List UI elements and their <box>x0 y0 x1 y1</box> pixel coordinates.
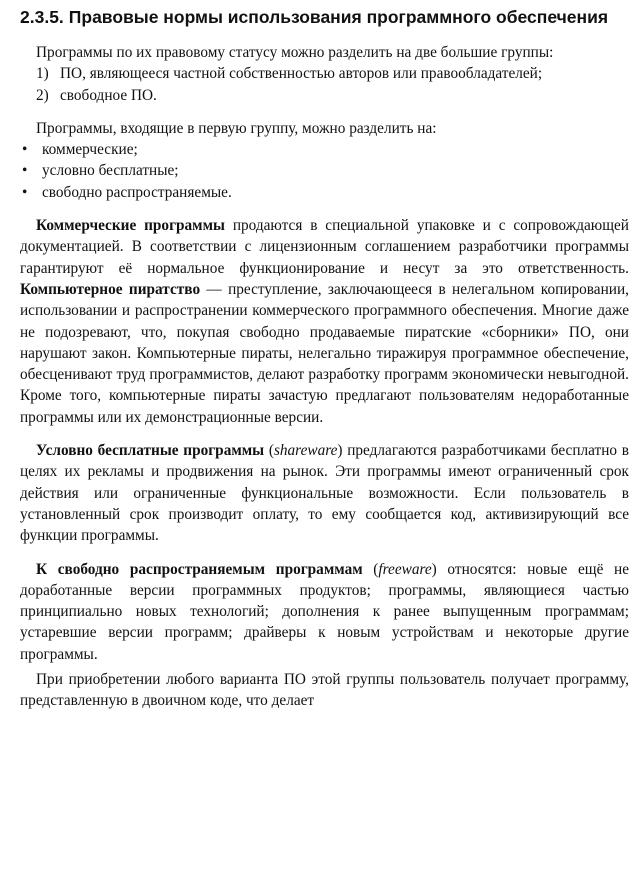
shareware-term: Условно бесплатные программы <box>36 442 265 460</box>
paren-open: ( <box>362 560 379 578</box>
list-item-text: свободное ПО. <box>60 86 157 104</box>
list-item <box>20 160 629 181</box>
freeware-paragraph <box>20 559 629 665</box>
shareware-text: предлагаются разработчиками бесплатно в целях их рекламы и продвижения на рынок. Эти программы имеют ограниченный срок действия или ограниченные функциональные возможности. Если пользователь в установленный срок производит оплату, то ему сообщается код, активизирующий все функции программы. <box>20 442 629 545</box>
last-paragraph: При приобретении любого варианта ПО этой группы пользователь получает программу, представленную в двоичном коде, что делает <box>20 671 629 710</box>
paren-close: ) <box>431 560 437 578</box>
list-item-text: коммерческие; <box>42 141 138 159</box>
spacer <box>20 203 629 215</box>
freeware-term: К свободно распространяемым программам <box>36 560 363 578</box>
section-number: 2.3.5. <box>20 7 64 27</box>
intro-paragraph: Программы по их правовому статусу можно разделить на две большие группы: <box>36 44 554 61</box>
section-heading <box>20 6 629 28</box>
list-item <box>20 85 629 106</box>
bullet-icon: • <box>22 141 28 159</box>
list-item-text: условно бесплатные; <box>42 162 179 180</box>
list-marker: 1) <box>36 65 49 83</box>
piracy-term: Компьютерное пиратство <box>20 280 201 298</box>
spacer <box>20 106 629 118</box>
list-item-text: свободно распространяемые. <box>42 183 232 201</box>
spacer <box>20 547 629 559</box>
list-item <box>20 139 629 160</box>
piracy-text: — преступление, заключающееся в нелегальном копировании, использовании и распространении коммерческого программного обеспечения. Многие даже не подозревают, что, покупая свободно продаваемые пиратские «сборники» ПО, они нарушают закон. Компьютерные пираты, нелегально тиражируя программное обеспечение, обесценивают труд программистов, делают разработку программ экономически невыгодной. Кроме того, компьютерные пираты зачастую предлагают пользователям недоработанные программы или их демонстрационные версии. <box>20 280 629 426</box>
freeware-text: относятся: новые ещё не доработанные версии программных продуктов; программы, являющиеся частью принципиально новых технологий; дополнения к ранее выпущенным программам; устаревшие версии программ; драйверы к новым устройствам и некоторые другие программы. <box>20 560 630 663</box>
list-item <box>20 182 629 203</box>
commercial-paragraph <box>20 215 629 428</box>
paren-open: ( <box>264 442 274 460</box>
list-item <box>20 63 629 84</box>
list-marker: 2) <box>36 86 49 104</box>
section-title: Правовые нормы использования программного обеспечения <box>68 7 609 27</box>
commercial-text: продаются в специальной упаковке и с сопровождающей документацией. В соответствии с лицензионным соглашением разработчики программы гарантируют её нормальное функционирование и несут за это ответственность. <box>20 217 629 277</box>
list-item-text: ПО, являющееся частной собственностью авторов или правообладателей; <box>60 65 543 83</box>
first-group-list <box>20 139 629 203</box>
commercial-term: Коммерческие программы <box>36 217 225 235</box>
spacer <box>20 428 629 440</box>
shareware-paragraph <box>20 440 629 546</box>
bullet-icon: • <box>22 183 28 201</box>
freeware-term-en: freeware <box>378 560 432 578</box>
ownership-list <box>20 63 629 106</box>
first-group-paragraph: Программы, входящие в первую группу, можно разделить на: <box>36 119 437 137</box>
bullet-icon: • <box>22 162 28 180</box>
paren-close: ) <box>337 442 343 460</box>
shareware-term-en: shareware <box>273 442 338 460</box>
